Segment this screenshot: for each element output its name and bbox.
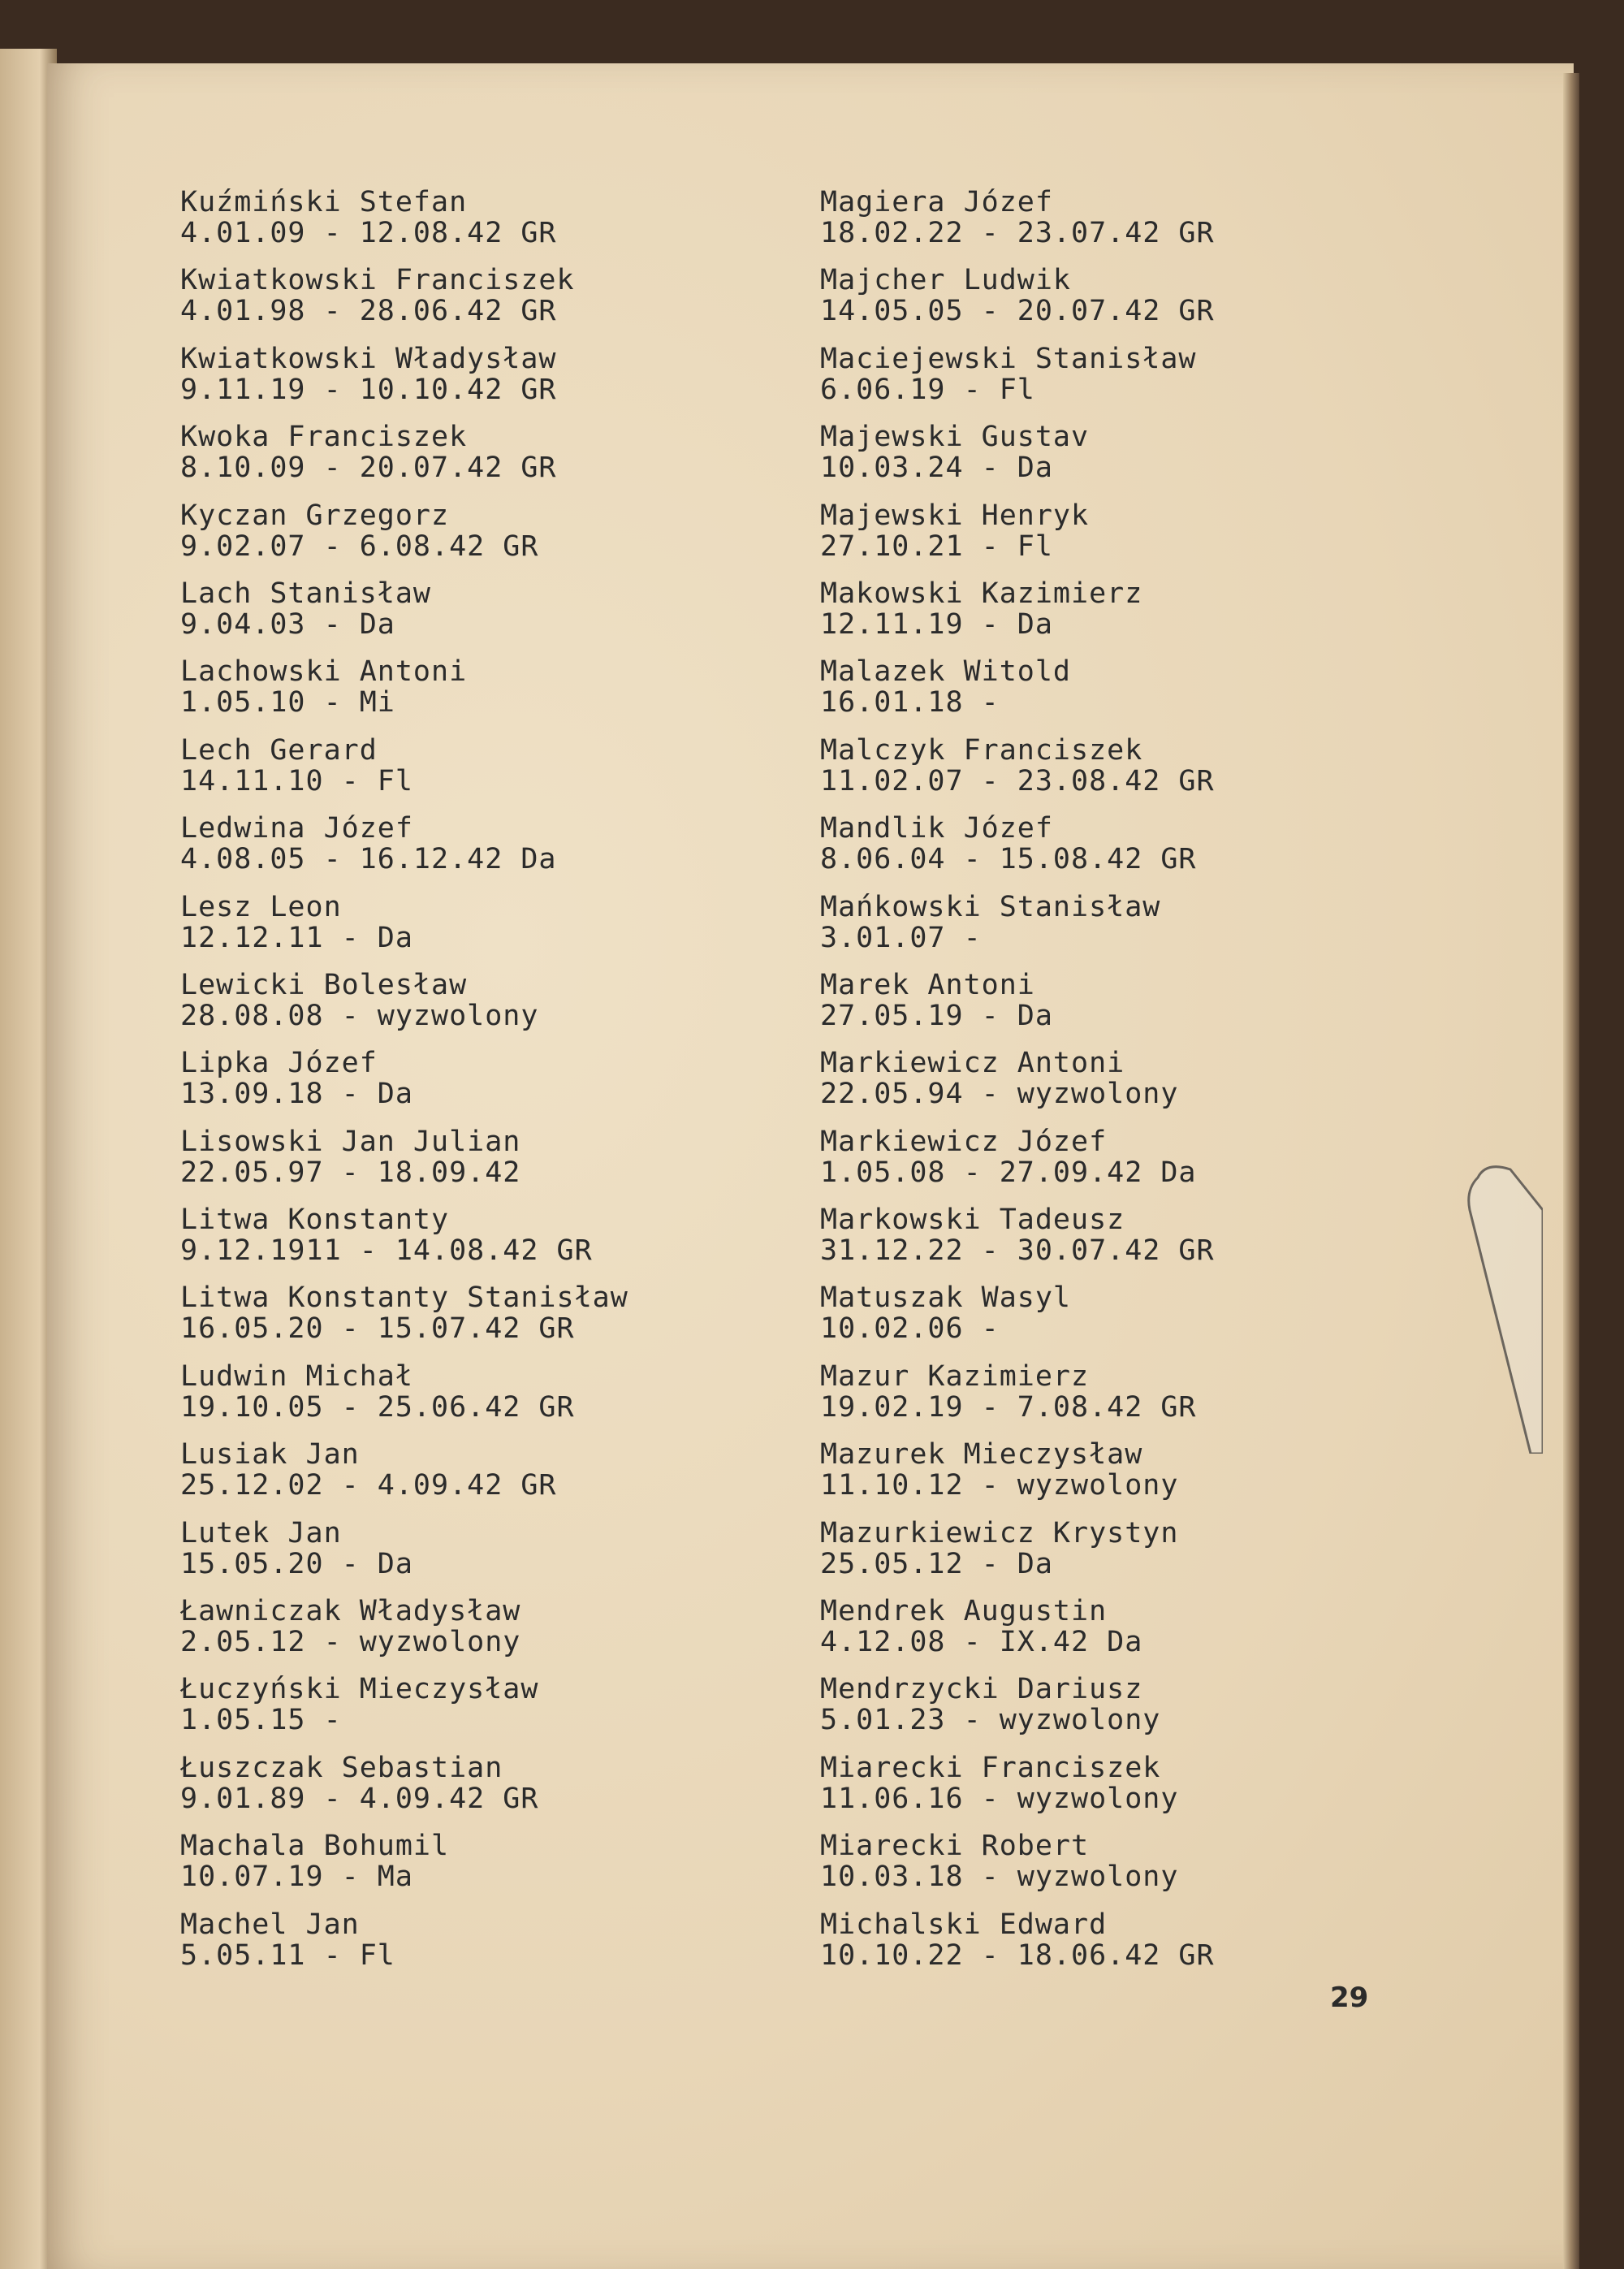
person-name: Lusiak Jan [180, 1438, 360, 1472]
person-dates: 10.03.18 - wyzwolony [820, 1861, 1179, 1894]
list-item [820, 1048, 1215, 1126]
person-name: Ledwina Józef [180, 812, 413, 845]
list-item [820, 1204, 1215, 1282]
person-name: Ławniczak Władysław [180, 1595, 521, 1628]
person-name: Lewicki Bolesław [180, 968, 468, 1001]
person-dates: 6.06.19 - Fl [820, 373, 1035, 406]
person-dates: 1.05.10 - Mi [180, 686, 395, 720]
person-dates: 10.02.06 - [820, 1312, 1000, 1346]
list-item [820, 1126, 1215, 1204]
list-item [180, 578, 628, 656]
person-name: Majewski Gustav [820, 421, 1090, 454]
person-name: Mendrzycki Dariusz [820, 1673, 1143, 1706]
list-item [180, 813, 628, 891]
person-dates: 8.10.09 - 20.07.42 GR [180, 452, 557, 485]
person-dates: 10.10.22 - 18.06.42 GR [820, 1938, 1215, 1972]
person-dates: 4.12.08 - IX.42 Da [820, 1626, 1143, 1659]
person-name: Ludwin Michał [180, 1359, 413, 1393]
page-number: 29 [1330, 1982, 1369, 2014]
person-name: Lutek Jan [180, 1516, 342, 1549]
person-name: Łuszczak Sebastian [180, 1751, 503, 1784]
list-item [820, 187, 1215, 265]
person-name: Machel Jan [180, 1908, 360, 1941]
list-item [180, 1909, 628, 1987]
list-item [820, 578, 1215, 656]
person-name: Mandlik Józef [820, 812, 1053, 845]
person-name: Mazurkiewicz Krystyn [820, 1516, 1179, 1549]
person-dates: 9.11.19 - 10.10.42 GR [180, 373, 557, 406]
person-dates: 5.01.23 - wyzwolony [820, 1704, 1161, 1737]
person-name: Miarecki Robert [820, 1830, 1090, 1863]
person-dates: 9.02.07 - 6.08.42 GR [180, 529, 539, 563]
person-name: Markowski Tadeusz [820, 1204, 1125, 1237]
person-name: Majcher Ludwik [820, 264, 1072, 297]
person-name: Marek Antoni [820, 968, 1035, 1001]
list-item [180, 265, 628, 343]
person-name: Markiewicz Antoni [820, 1047, 1125, 1080]
list-item [820, 1753, 1215, 1830]
list-item [820, 500, 1215, 578]
list-item [180, 970, 628, 1048]
list-item [820, 1830, 1215, 1908]
person-name: Malczyk Franciszek [820, 733, 1143, 767]
list-item [820, 1282, 1215, 1360]
person-name: Lachowski Antoni [180, 655, 468, 689]
person-dates: 19.02.19 - 7.08.42 GR [820, 1390, 1197, 1424]
list-item [820, 656, 1215, 734]
list-item [180, 735, 628, 813]
person-dates: 15.05.20 - Da [180, 1547, 413, 1580]
list-item [180, 1048, 628, 1126]
person-dates: 16.01.18 - [820, 686, 1000, 720]
person-name: Majewski Henryk [820, 499, 1090, 532]
person-name: Lech Gerard [180, 733, 378, 767]
person-dates: 22.05.94 - wyzwolony [820, 1078, 1179, 1111]
person-dates: 4.01.09 - 12.08.42 GR [180, 217, 557, 249]
list-item [180, 500, 628, 578]
person-dates: 14.05.05 - 20.07.42 GR [820, 295, 1215, 328]
right-column [820, 187, 1215, 1987]
person-dates: 18.02.22 - 23.07.42 GR [820, 217, 1215, 249]
page-stack-edge [1563, 73, 1579, 2269]
person-dates: 31.12.22 - 30.07.42 GR [820, 1234, 1215, 1268]
person-name: Maciejewski Stanisław [820, 342, 1197, 375]
person-dates: 27.05.19 - Da [820, 999, 1053, 1032]
person-name: Lisowski Jan Julian [180, 1125, 521, 1158]
person-name: Mendrek Augustin [820, 1595, 1108, 1628]
person-name: Lach Stanisław [180, 577, 432, 610]
person-name: Miarecki Franciszek [820, 1751, 1161, 1784]
list-item [820, 1439, 1215, 1517]
person-dates: 1.05.15 - [180, 1704, 342, 1737]
person-dates: 25.05.12 - Da [820, 1547, 1053, 1580]
person-dates: 9.12.1911 - 14.08.42 GR [180, 1234, 593, 1268]
person-dates: 14.11.10 - Fl [180, 764, 413, 797]
list-item [180, 656, 628, 734]
person-dates: 10.03.24 - Da [820, 452, 1053, 485]
person-dates: 10.07.19 - Ma [180, 1861, 413, 1894]
person-name: Makowski Kazimierz [820, 577, 1143, 610]
list-item [820, 1518, 1215, 1596]
person-name: Kuźmiński Stefan [180, 186, 468, 218]
list-item [180, 344, 628, 421]
list-item [820, 1361, 1215, 1439]
list-item [820, 970, 1215, 1048]
list-item [820, 344, 1215, 421]
list-item [180, 1204, 628, 1282]
list-item [820, 892, 1215, 970]
person-dates: 3.01.07 - [820, 921, 982, 954]
person-name: Mazur Kazimierz [820, 1359, 1090, 1393]
person-name: Kwoka Franciszek [180, 421, 468, 454]
person-name: Malazek Witold [820, 655, 1072, 689]
person-dates: 22.05.97 - 18.09.42 [180, 1156, 521, 1189]
person-dates: 8.06.04 - 15.08.42 GR [820, 843, 1197, 876]
person-name: Markiewicz Józef [820, 1125, 1108, 1158]
person-dates: 28.08.08 - wyzwolony [180, 999, 539, 1032]
person-name: Michalski Edward [820, 1908, 1108, 1941]
left-column [180, 187, 628, 1987]
person-name: Litwa Konstanty Stanisław [180, 1281, 628, 1315]
person-dates: 16.05.20 - 15.07.42 GR [180, 1312, 575, 1346]
list-item [180, 1753, 628, 1830]
list-item [180, 1830, 628, 1908]
list-item [820, 735, 1215, 813]
list-item [180, 1282, 628, 1360]
list-item [820, 1596, 1215, 1674]
person-dates: 11.06.16 - wyzwolony [820, 1782, 1179, 1815]
list-item [180, 1361, 628, 1439]
person-dates: 25.12.02 - 4.09.42 GR [180, 1469, 557, 1502]
person-name: Łuczyński Mieczysław [180, 1673, 539, 1706]
person-name: Mazurek Mieczysław [820, 1438, 1143, 1472]
person-dates: 9.01.89 - 4.09.42 GR [180, 1782, 539, 1815]
list-item [180, 1674, 628, 1752]
list-item [820, 813, 1215, 891]
list-item [180, 892, 628, 970]
list-item [180, 1518, 628, 1596]
list-item [180, 1596, 628, 1674]
person-dates: 5.05.11 - Fl [180, 1938, 395, 1972]
list-item [820, 1909, 1215, 1987]
person-name: Lesz Leon [180, 890, 342, 923]
list-item [180, 421, 628, 499]
person-name: Lipka Józef [180, 1047, 378, 1080]
person-dates: 27.10.21 - Fl [820, 529, 1053, 563]
person-dates: 4.01.98 - 28.06.42 GR [180, 295, 557, 328]
person-name: Magiera Józef [820, 186, 1053, 218]
person-dates: 4.08.05 - 16.12.42 Da [180, 843, 557, 876]
person-dates: 1.05.08 - 27.09.42 Da [820, 1156, 1197, 1189]
person-name: Machala Bohumil [180, 1830, 450, 1863]
list-item [820, 1674, 1215, 1752]
person-name: Kwiatkowski Franciszek [180, 264, 575, 297]
person-dates: 11.10.12 - wyzwolony [820, 1469, 1179, 1502]
person-dates: 9.04.03 - Da [180, 607, 395, 641]
person-name: Mańkowski Stanisław [820, 890, 1161, 923]
person-dates: 19.10.05 - 25.06.42 GR [180, 1390, 575, 1424]
person-dates: 2.05.12 - wyzwolony [180, 1626, 521, 1659]
person-name: Matuszak Wasyl [820, 1281, 1072, 1315]
list-item [180, 1439, 628, 1517]
list-item [820, 265, 1215, 343]
person-dates: 13.09.18 - Da [180, 1078, 413, 1111]
person-name: Kwiatkowski Władysław [180, 342, 557, 375]
person-dates: 12.12.11 - Da [180, 921, 413, 954]
person-dates: 12.11.19 - Da [820, 607, 1053, 641]
person-name: Kyczan Grzegorz [180, 499, 450, 532]
list-item [180, 1126, 628, 1204]
list-item [180, 187, 628, 265]
person-dates: 11.02.07 - 23.08.42 GR [820, 764, 1215, 797]
person-name: Litwa Konstanty [180, 1204, 450, 1237]
list-item [820, 421, 1215, 499]
